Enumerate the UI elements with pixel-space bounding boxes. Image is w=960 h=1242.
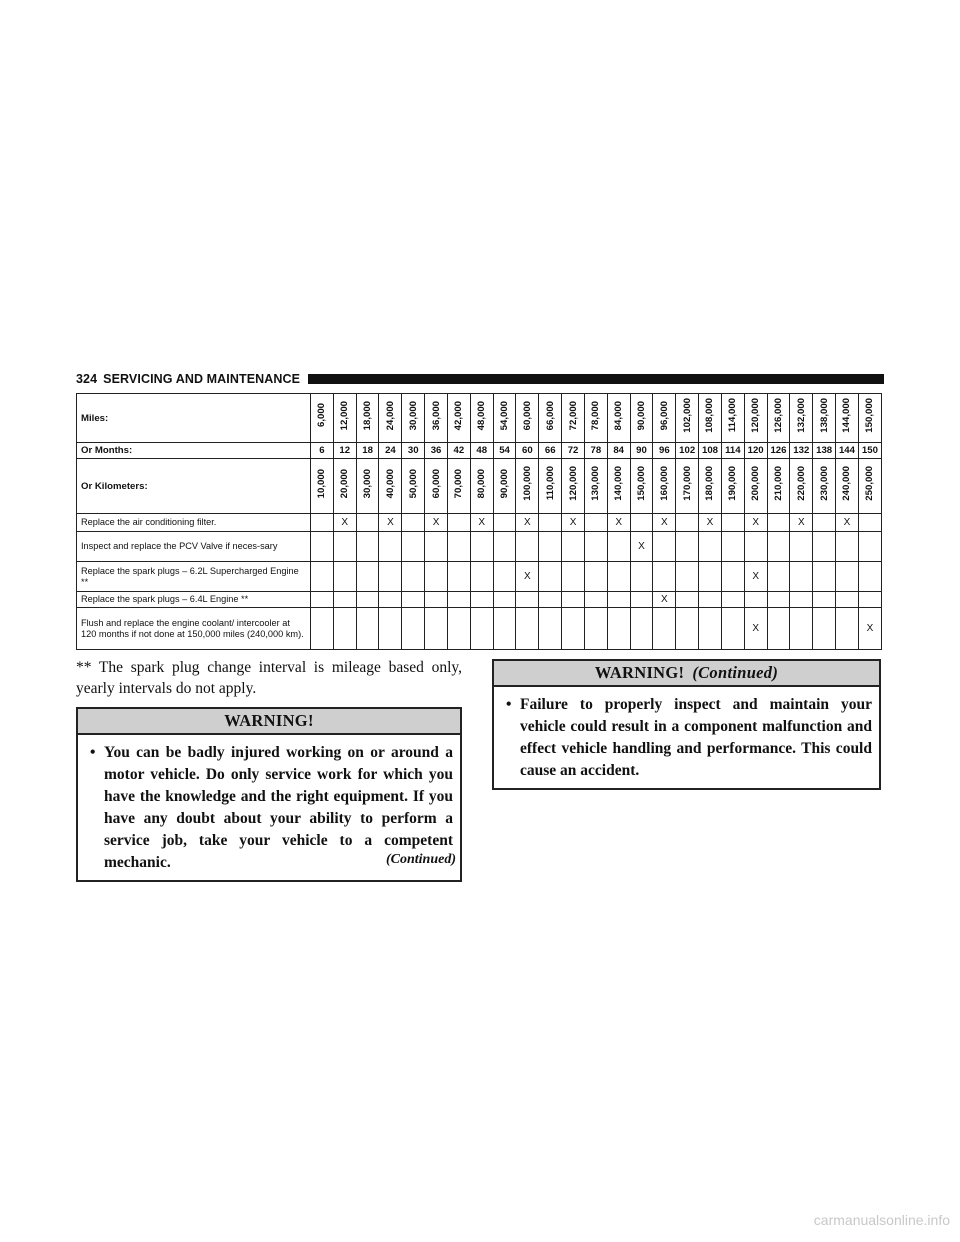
miles-cell — [516, 394, 539, 443]
kilometers-cell — [447, 459, 470, 514]
task-mark — [836, 562, 859, 592]
kilometers-cell — [539, 459, 562, 514]
task-mark — [676, 608, 699, 650]
task-mark — [516, 608, 539, 650]
kilometers-value: 80,000 — [476, 468, 488, 499]
task-mark — [447, 532, 470, 562]
miles-value: 60,000 — [521, 400, 533, 431]
kilometers-cell — [813, 459, 836, 514]
kilometers-value: 90,000 — [499, 468, 511, 499]
task-mark — [767, 562, 790, 592]
task-mark — [653, 608, 676, 650]
task-mark — [539, 562, 562, 592]
miles-cell — [813, 394, 836, 443]
miles-cell — [356, 394, 379, 443]
kilometers-cell — [562, 459, 585, 514]
task-mark — [493, 592, 516, 608]
kilometers-cell — [311, 459, 334, 514]
task-mark — [767, 532, 790, 562]
kilometers-cell — [584, 459, 607, 514]
miles-value: 72,000 — [567, 400, 579, 431]
task-label: Flush and replace the engine coolant/ intercooler at 120 months if not done at 150,000 miles (240,000 km). — [77, 608, 311, 650]
miles-value: 144,000 — [841, 398, 853, 433]
kilometers-value: 10,000 — [316, 468, 328, 499]
task-mark — [630, 562, 653, 592]
task-mark — [516, 532, 539, 562]
miles-value: 30,000 — [407, 400, 419, 431]
task-mark: X — [744, 562, 767, 592]
bullet: • — [90, 744, 96, 761]
miles-value: 90,000 — [636, 400, 647, 431]
task-mark — [721, 514, 744, 532]
task-mark — [493, 532, 516, 562]
task-mark — [790, 532, 813, 562]
task-mark — [584, 532, 607, 562]
task-mark: X — [516, 514, 539, 532]
kilometers-value: 200,000 — [750, 466, 762, 501]
miles-row — [77, 394, 882, 443]
task-mark — [813, 514, 836, 532]
task-label: Replace the spark plugs – 6.2L Supercharged Engine ** — [77, 562, 311, 592]
task-mark — [676, 532, 699, 562]
task-mark — [539, 532, 562, 562]
miles-cell — [630, 394, 653, 443]
task-mark — [630, 514, 653, 532]
miles-cell — [744, 394, 767, 443]
task-mark — [356, 592, 379, 608]
months-value: 6 — [311, 443, 334, 459]
page-number: 324 — [76, 372, 98, 386]
task-mark — [402, 514, 425, 532]
task-row — [77, 608, 882, 650]
kilometers-cell — [607, 459, 630, 514]
task-mark — [721, 592, 744, 608]
task-mark: X — [653, 592, 676, 608]
task-mark — [858, 532, 881, 562]
kilometers-value: 40,000 — [384, 468, 396, 499]
section-title: SERVICING AND MAINTENANCE — [103, 372, 301, 386]
months-value: 90 — [630, 443, 653, 459]
task-mark — [470, 562, 493, 592]
kilometers-cell — [402, 459, 425, 514]
months-value: 48 — [470, 443, 493, 459]
miles-value: 54,000 — [499, 400, 511, 431]
months-value: 102 — [676, 443, 699, 459]
task-mark: X — [562, 514, 585, 532]
kilometers-cell — [516, 459, 539, 514]
task-mark — [470, 592, 493, 608]
task-mark — [493, 608, 516, 650]
kilometers-cell — [858, 459, 881, 514]
task-mark — [858, 562, 881, 592]
miles-cell — [333, 394, 356, 443]
task-mark — [493, 514, 516, 532]
kilometers-value: 130,000 — [590, 466, 602, 501]
task-mark — [721, 608, 744, 650]
task-mark — [447, 608, 470, 650]
miles-cell — [790, 394, 813, 443]
task-mark — [836, 532, 859, 562]
task-mark — [311, 514, 334, 532]
miles-cell — [493, 394, 516, 443]
task-mark — [402, 592, 425, 608]
months-value: 138 — [813, 443, 836, 459]
months-value: 108 — [699, 443, 722, 459]
months-row — [77, 443, 882, 459]
continued-label: (Continued) — [385, 852, 456, 867]
task-mark: X — [836, 514, 859, 532]
task-mark: X — [333, 514, 356, 532]
task-mark — [333, 592, 356, 608]
task-mark — [402, 608, 425, 650]
kilometers-value: 230,000 — [818, 466, 830, 501]
task-mark: X — [790, 514, 813, 532]
kilometers-value: 240,000 — [841, 466, 853, 501]
task-mark — [767, 592, 790, 608]
miles-cell — [584, 394, 607, 443]
task-mark — [402, 532, 425, 562]
task-mark — [447, 562, 470, 592]
months-value: 150 — [858, 443, 881, 459]
task-mark: X — [744, 608, 767, 650]
miles-value: 48,000 — [476, 400, 488, 431]
task-mark — [311, 562, 334, 592]
task-mark — [790, 608, 813, 650]
miles-value: 138,000 — [818, 398, 830, 433]
miles-cell — [721, 394, 744, 443]
miles-value: 24,000 — [384, 400, 396, 431]
miles-cell — [311, 394, 334, 443]
task-mark — [630, 592, 653, 608]
task-mark — [402, 562, 425, 592]
task-mark: X — [744, 514, 767, 532]
miles-value: 120,000 — [750, 398, 762, 433]
kilometers-value: 30,000 — [362, 468, 374, 499]
kilometers-cell — [356, 459, 379, 514]
miles-cell — [767, 394, 790, 443]
miles-value: 42,000 — [453, 400, 465, 431]
header-rule — [308, 374, 884, 384]
task-mark — [425, 562, 448, 592]
task-mark: X — [516, 562, 539, 592]
miles-value: 84,000 — [613, 400, 625, 431]
miles-value: 126,000 — [772, 398, 784, 433]
task-mark — [699, 608, 722, 650]
task-mark — [379, 592, 402, 608]
task-label: Inspect and replace the PCV Valve if neces-sary — [77, 532, 311, 562]
task-mark — [562, 562, 585, 592]
task-mark — [539, 608, 562, 650]
warning-continued-body — [494, 687, 879, 788]
kilometers-value: 70,000 — [453, 468, 465, 499]
task-mark — [562, 608, 585, 650]
months-value: 84 — [607, 443, 630, 459]
miles-cell — [653, 394, 676, 443]
task-row — [77, 532, 882, 562]
task-mark — [813, 592, 836, 608]
task-mark — [858, 592, 881, 608]
task-mark — [379, 532, 402, 562]
task-mark — [584, 592, 607, 608]
kilometers-cell — [470, 459, 493, 514]
miles-cell — [699, 394, 722, 443]
warning-continued-title — [494, 661, 879, 687]
task-mark — [676, 592, 699, 608]
kilometers-value: 20,000 — [339, 468, 351, 499]
task-mark — [813, 562, 836, 592]
kilometers-cell — [653, 459, 676, 514]
task-mark — [516, 592, 539, 608]
miles-value: 132,000 — [795, 398, 807, 433]
task-mark — [356, 608, 379, 650]
task-mark — [356, 562, 379, 592]
task-mark — [311, 592, 334, 608]
kilometers-value: 50,000 — [407, 468, 419, 499]
miles-value: 78,000 — [590, 400, 602, 431]
task-mark — [630, 608, 653, 650]
kilometers-cell — [425, 459, 448, 514]
task-mark — [311, 532, 334, 562]
task-mark — [584, 514, 607, 532]
miles-cell — [858, 394, 881, 443]
kilometers-cell — [790, 459, 813, 514]
task-mark — [379, 608, 402, 650]
kilometers-value: 140,000 — [613, 466, 625, 501]
task-mark — [493, 562, 516, 592]
task-label: Replace the air conditioning filter. — [77, 514, 311, 532]
task-mark — [425, 592, 448, 608]
warning-continued-title-text: WARNING! — [594, 663, 685, 682]
miles-cell — [562, 394, 585, 443]
task-mark: X — [699, 514, 722, 532]
miles-cell — [607, 394, 630, 443]
months-value: 18 — [356, 443, 379, 459]
miles-value: 150,000 — [864, 398, 876, 433]
task-mark: X — [630, 532, 653, 562]
task-mark — [356, 532, 379, 562]
months-value: 114 — [721, 443, 744, 459]
task-mark — [607, 608, 630, 650]
task-mark — [539, 514, 562, 532]
miles-value: 102,000 — [681, 398, 693, 433]
months-value: 54 — [493, 443, 516, 459]
task-mark — [447, 592, 470, 608]
kilometers-value: 150,000 — [636, 466, 647, 501]
miles-value: 18,000 — [362, 400, 374, 431]
kilometers-cell — [699, 459, 722, 514]
task-row — [77, 514, 882, 532]
maintenance-schedule-table — [76, 393, 882, 650]
task-mark — [653, 562, 676, 592]
miles-value: 12,000 — [339, 400, 351, 431]
task-mark: X — [653, 514, 676, 532]
task-mark: X — [858, 608, 881, 650]
task-mark: X — [425, 514, 448, 532]
task-mark — [676, 562, 699, 592]
months-label: Or Months: — [77, 443, 311, 459]
kilometers-value: 170,000 — [681, 466, 693, 501]
task-mark — [333, 608, 356, 650]
task-mark — [425, 608, 448, 650]
months-value: 42 — [447, 443, 470, 459]
months-value: 24 — [379, 443, 402, 459]
task-mark — [676, 514, 699, 532]
miles-value: 6,000 — [316, 403, 328, 428]
task-mark — [333, 532, 356, 562]
task-mark — [813, 532, 836, 562]
miles-value: 36,000 — [430, 400, 442, 431]
task-mark — [356, 514, 379, 532]
months-value: 132 — [790, 443, 813, 459]
task-row — [77, 592, 882, 608]
kilometers-cell — [836, 459, 859, 514]
miles-cell — [539, 394, 562, 443]
kilometers-value: 160,000 — [658, 466, 670, 501]
task-mark: X — [607, 514, 630, 532]
warning-continued-text: Failure to properly inspect and maintain your vehicle could result in a component malfunction and effect vehicle handling and performance. This could cause an accident. — [520, 696, 872, 779]
months-value: 144 — [836, 443, 859, 459]
task-mark — [699, 532, 722, 562]
kilometers-cell — [493, 459, 516, 514]
task-mark — [836, 592, 859, 608]
miles-label: Miles: — [77, 394, 311, 443]
kilometers-value: 180,000 — [704, 466, 716, 501]
page-header — [76, 370, 884, 388]
task-mark — [767, 608, 790, 650]
warning-continued-box — [492, 659, 881, 790]
task-mark — [470, 608, 493, 650]
miles-cell — [402, 394, 425, 443]
task-mark: X — [379, 514, 402, 532]
task-mark — [470, 532, 493, 562]
miles-cell — [379, 394, 402, 443]
months-value: 78 — [584, 443, 607, 459]
task-mark — [790, 562, 813, 592]
task-mark: X — [470, 514, 493, 532]
months-value: 126 — [767, 443, 790, 459]
kilometers-row — [77, 459, 882, 514]
task-mark — [653, 532, 676, 562]
miles-cell — [676, 394, 699, 443]
task-mark — [699, 562, 722, 592]
task-mark — [744, 532, 767, 562]
miles-value: 66,000 — [544, 400, 556, 431]
task-mark — [584, 562, 607, 592]
kilometers-value: 190,000 — [727, 466, 739, 501]
kilometers-value: 210,000 — [772, 466, 784, 501]
kilometers-label: Or Kilometers: — [77, 459, 311, 514]
kilometers-cell — [767, 459, 790, 514]
task-row — [77, 562, 882, 592]
miles-value: 108,000 — [704, 398, 716, 433]
kilometers-value: 110,000 — [544, 466, 556, 501]
task-mark — [584, 608, 607, 650]
task-mark — [333, 562, 356, 592]
task-mark — [721, 562, 744, 592]
kilometers-cell — [630, 459, 653, 514]
task-mark — [379, 562, 402, 592]
task-mark — [858, 514, 881, 532]
miles-cell — [470, 394, 493, 443]
kilometers-value: 120,000 — [567, 466, 579, 501]
kilometers-cell — [379, 459, 402, 514]
task-mark — [836, 608, 859, 650]
kilometers-cell — [744, 459, 767, 514]
kilometers-value: 60,000 — [430, 468, 442, 499]
task-label: Replace the spark plugs – 6.4L Engine ** — [77, 592, 311, 608]
months-value: 12 — [333, 443, 356, 459]
spark-plug-note: ** The spark plug change interval is mileage based only, yearly intervals do not apply. — [76, 659, 462, 697]
task-mark — [562, 532, 585, 562]
warning-continued-suffix: (Continued) — [692, 663, 779, 682]
task-mark — [767, 514, 790, 532]
task-mark — [539, 592, 562, 608]
watermark: carmanualsonline.info — [813, 1212, 950, 1228]
warning-text: You can be badly injured working on or around a motor vehicle. Do only service work for which you have the knowledge and the right equipment. If you have any doubt about your ability to perform a service job, take your vehicle to a competent mechanic. — [104, 744, 453, 871]
miles-cell — [425, 394, 448, 443]
task-mark — [562, 592, 585, 608]
task-mark — [790, 592, 813, 608]
task-mark — [744, 592, 767, 608]
task-mark — [607, 532, 630, 562]
months-value: 96 — [653, 443, 676, 459]
kilometers-cell — [676, 459, 699, 514]
task-mark — [447, 514, 470, 532]
kilometers-value: 100,000 — [521, 466, 533, 501]
months-value: 60 — [516, 443, 539, 459]
kilometers-value: 250,000 — [864, 466, 876, 501]
months-value: 120 — [744, 443, 767, 459]
task-mark — [813, 608, 836, 650]
months-value: 30 — [402, 443, 425, 459]
task-mark — [311, 608, 334, 650]
miles-cell — [447, 394, 470, 443]
task-mark — [425, 532, 448, 562]
months-value: 72 — [562, 443, 585, 459]
miles-cell — [836, 394, 859, 443]
task-mark — [699, 592, 722, 608]
task-mark — [721, 532, 744, 562]
warning-title: WARNING! — [78, 709, 460, 735]
bullet: • — [506, 696, 512, 713]
kilometers-value: 220,000 — [795, 466, 807, 501]
task-mark — [607, 592, 630, 608]
kilometers-cell — [721, 459, 744, 514]
miles-value: 114,000 — [727, 398, 739, 433]
months-value: 36 — [425, 443, 448, 459]
months-value: 66 — [539, 443, 562, 459]
task-mark — [607, 562, 630, 592]
kilometers-cell — [333, 459, 356, 514]
miles-value: 96,000 — [658, 400, 670, 431]
